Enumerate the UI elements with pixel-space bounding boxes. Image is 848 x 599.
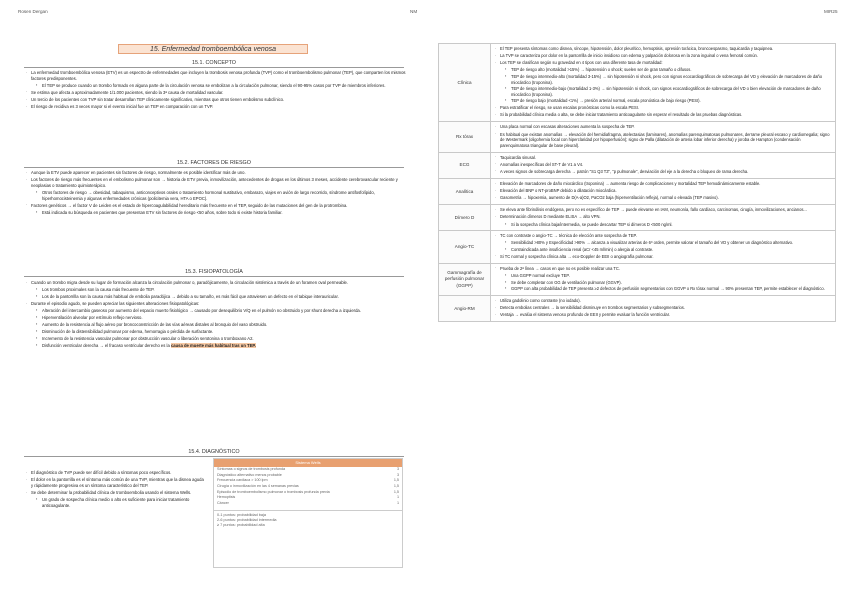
test-label: ECG bbox=[439, 152, 491, 178]
wells-title: Sistema Wells bbox=[214, 459, 402, 467]
test-content bbox=[491, 231, 836, 264]
wells-row-points: 1,5 bbox=[393, 489, 399, 494]
test-sub-line: ▪ TEP de riesgo bajo (mortalidad <1%) → presión arterial normal, escala pronóstica de bajo riesgo (PESI). bbox=[495, 98, 831, 104]
wells-row-item: Hemoptisis bbox=[217, 495, 236, 500]
test-sub-line: ▪ TEP de riesgo intermedio-alto (mortalidad 3-15%) → sin hipotensión ni shock, pero con signos ecocardiográficos de sobrecarga del VD y elevación de marcadores de daño miocárdico (troponina). bbox=[495, 74, 831, 85]
test-line: · Anomalías inespecíficas del ST-T de V1 a V4. bbox=[495, 162, 831, 168]
concept-p1-sub: ▪ El TEP se produce cuando un trombo formado en alguna parte de la circulación venosa se embolizan a la circulación pulmonar, siendo el 90-95% casos por TVP de miembros inferiores. bbox=[26, 83, 406, 89]
test-line: · Una placa normal con escasas alteraciones aumenta la sospecha de TEP. bbox=[495, 124, 831, 130]
test-sub-line: ▪ Si la sospecha clínica baja/intermedia, se puede descartar TEP si dímeros D <500 ng/ml. bbox=[495, 222, 831, 228]
header-right-mark: MIR25 bbox=[824, 9, 838, 14]
test-content bbox=[491, 152, 836, 178]
test-row bbox=[439, 178, 836, 204]
physio-p2-c: ▪ Aumento de la resistencia al flujo aéreo por broncoconstricción de las vías aéreas distales al bronquio del vaso obstruido. bbox=[26, 322, 406, 328]
test-line: · A veces signos de sobrecarga derecha → patrón "S1 Q3 T3", "p pulmonale", desviación del eje a la derecha o bloqueo de rama derecha. bbox=[495, 169, 831, 175]
test-sub-line: ▪ Una GGPP normal excluye TEP. bbox=[495, 273, 831, 279]
wells-row-item: Frecuencia cardiaca > 100 lpm bbox=[217, 478, 268, 483]
wells-score-table bbox=[213, 458, 403, 568]
physio-p2-f: ▪ Disfunción ventricular derecha → el fracaso ventricular derecho es la causa de muerte más habitual tras un TEP. bbox=[26, 343, 406, 349]
test-sub-line: ▪ TEP de riesgo intermedio-bajo (mortalidad 1-3%) → sin hipotensión ni shock, con signos ecocardiográficos de sobrecarga del VD o bien elevación de marcadores de daño miocárdico (troponina). bbox=[495, 86, 831, 97]
test-label: Analítica bbox=[439, 178, 491, 204]
test-line: · Ventaja → evalúa el sistema venoso profundo de EEII y permite evaluar la función ventricular. bbox=[495, 312, 831, 318]
diag-p3: · Se debe determinar la probabilidad clínica de tromboembolia usando el sistema Wells. bbox=[26, 490, 206, 496]
diag-p3-sub: ▪ Un grado de sospecha clínica medio o alto es suficiente para iniciar tratamiento anticoagulante. bbox=[26, 497, 206, 508]
test-row bbox=[439, 122, 836, 152]
test-line: · Para estratificar el riesgo, se usan escalas pronósticas como la escala PESI. bbox=[495, 105, 831, 111]
concept-p2: · Se estima que afecta a aproximadamente 1/1.000 pacientes, siendo la 3ª causa de mortalidad vascular. bbox=[26, 90, 406, 96]
concept-p4: · El riesgo de recidiva es 3 veces mayor si el evento inicial fue un TEP en comparación con un TVP. bbox=[26, 104, 406, 110]
test-line: · Elevación de marcadores de daño miocárdico (troponina) → aumenta riesgo de complicaciones y mortalidad TEP hemodinámicamente estable. bbox=[495, 181, 831, 187]
wells-rows bbox=[214, 467, 402, 506]
diag-p1: · El diagnóstico de TVP puede ser difícil debido a síntomas poco específicos. bbox=[26, 470, 206, 476]
wells-row-item: Diagnóstico alternativo menos probable bbox=[217, 472, 282, 477]
wells-scores bbox=[214, 510, 402, 530]
test-content bbox=[491, 178, 836, 204]
physio-section bbox=[26, 280, 406, 349]
risk-p3-sub: ▪ Está indicada su búsqueda en pacientes que presentan ETV sin factores de riesgo <50 años, sobre todo si existe historia familiar. bbox=[26, 210, 406, 216]
physio-p2-b: ▪ Hiperventilación alveolar por estímulo reflejo nervioso. bbox=[26, 315, 406, 321]
test-sub-line: ▪ Contraindicada ante insuficiencia renal (aCr <45 ml/min) o alergia al contraste. bbox=[495, 247, 831, 253]
risk-section bbox=[26, 170, 406, 217]
test-label: Angio-TC bbox=[439, 231, 491, 264]
test-row bbox=[439, 152, 836, 178]
wells-score-line: 2-6 puntos: probabilidad intermedia bbox=[217, 518, 277, 523]
wells-row-points: 3 bbox=[396, 467, 399, 472]
test-line: · Es habitual que existan anomalías → elevación del hemidiafragma, atelectasias (laminares), anomalías parenquimatosas pulmonares, derrame pleural escaso y cardiomegalia; signo de Westermark (oligohemia focal con hiperclaridad por hipoperfusión); signo de Palla (dilatación de arteria lobar inferior derecha) y joroba de Hampton (condensación parenquimatosa triangular de base pleural). bbox=[495, 132, 831, 149]
header-center-mark: NM bbox=[410, 9, 418, 14]
section-heading-physio: 15.3. FISIOPATOLOGÍA bbox=[24, 268, 404, 277]
physio-p1-a: ▪ Los trombos proximales son la causa más frecuente de TEP. bbox=[26, 287, 406, 293]
test-line: · La TVP se caracteriza por dolor en la pantorrilla de inicio insidioso con edema y palpación dolorosa en la zona inguinal o vena femoral común. bbox=[495, 53, 831, 59]
test-content bbox=[491, 122, 836, 152]
test-line: · Utiliza gadolinio como contraste (no iodado). bbox=[495, 298, 831, 304]
test-sub-line: ▪ Se debe completar con GG de ventilación pulmonar (GGVP). bbox=[495, 280, 831, 286]
diag-section bbox=[26, 470, 206, 510]
test-label: Angio-RM bbox=[439, 296, 491, 322]
wells-row bbox=[214, 500, 402, 506]
physio-p1-b: ▪ Los de la pantorrilla son la causa más habitual de embolia paradójica → debido a su tamaño, es más fácil que atraviesen un defecto en el tabique interauricular. bbox=[26, 294, 406, 300]
test-sub-line: ▪ GGPP con alta probabilidad de TEP presenta ≥2 defectos de perfusión segmentarios con GGVP o Rx tórax normal → 90% presentan TEP, permite establecer el diagnóstico. bbox=[495, 286, 831, 292]
test-line: · Determinación dímeros D mediante ELISA → alto VPN. bbox=[495, 214, 831, 220]
test-line: · El TEP presenta síntomas como disnea, síncope, hipotensión, dolor pleurítico, hemoptisis, opresión torácica, broncoespasmo, taquicardia y taquipnea. bbox=[495, 46, 831, 52]
concept-section bbox=[26, 70, 406, 112]
risk-p1: · Aunque la ETV puede aparecer en pacientes sin factores de riesgo, normalmente es posible identificar más de uno. bbox=[26, 170, 406, 176]
section-heading-diag: 15.4. DIAGNÓSTICO bbox=[24, 448, 404, 457]
test-line: · Detecta embolias centrales → la sensibilidad disminuye en trombos segmentarios y subsegmentarios. bbox=[495, 305, 831, 311]
test-row bbox=[439, 296, 836, 322]
section-heading-risk: 15.2. FACTORES DE RIESGO bbox=[24, 159, 404, 168]
test-line: · Gasometría → hipoxemia, aumento de D(A-a)O2, PaCO2 baja (hiperventilación refleja), normal o elevada (TEP masivo). bbox=[495, 195, 831, 201]
test-content bbox=[491, 205, 836, 231]
wells-score-line: 0-1 puntos: probabilidad baja bbox=[217, 513, 266, 518]
test-label: Gammagrafía de perfusión pulmonar (GGPP) bbox=[439, 263, 491, 295]
concept-p1: · La enfermedad tromboembólica venosa (ETV) es un espectro de enfermedades que incluyen la trombosis venosa profunda (TVP) como el tromboembolismo pulmonar (TEP), que comparten los mismos factores predisponentes. bbox=[26, 70, 406, 81]
test-line: · Se eleva ante fibrinólisis endógena, pero no es específico de TEP → puede elevarse en IAM, neumonía, fallo cardíaco, carcinomas, cirugía, inmovilizaciones, ancianos... bbox=[495, 207, 831, 213]
wells-score-line: ≥ 7 puntos: probabilidad alta bbox=[217, 523, 265, 528]
test-line: · Prueba de 2ª línea → casos en que no es posible realizar una TC. bbox=[495, 266, 831, 272]
test-row bbox=[439, 44, 836, 122]
test-line: · Taquicardia sinusal. bbox=[495, 155, 831, 161]
wells-row-item: Episodio de tromboembolismo pulmonar o trombosis profunda previa bbox=[217, 489, 330, 494]
test-line: · Si la probabilidad clínica media o alta, se debe iniciar tratamiento anticoagulante sin esperar el resultado de las pruebas diagnósticas. bbox=[495, 112, 831, 118]
test-sub-line: ▪ TEP de riesgo alto (mortalidad >15%) → hipotensión o shock; suelen ser de gran tamaño o difusos. bbox=[495, 67, 831, 73]
physio-p1: · Cuando un trombo migra desde su lugar de formación alcanza la circulación pulmonar o, paradójicamente, la circulación sistémica a través de un foramen oval permeable. bbox=[26, 280, 406, 286]
test-label: Dímero D bbox=[439, 205, 491, 231]
wells-row-item: Cirugía o inmovilización en las 4 semanas previas bbox=[217, 484, 299, 489]
test-content bbox=[491, 44, 836, 122]
test-row bbox=[439, 231, 836, 264]
physio-p2-d: ▪ Disminución de la distensibilidad pulmonar por edema, hemorragia o pérdida de surfactante. bbox=[26, 329, 406, 335]
test-content bbox=[491, 263, 836, 295]
test-row bbox=[439, 263, 836, 295]
header-author: Rosen Dergan bbox=[18, 9, 48, 14]
physio-p2-a: ▪ Alteración del intercambio gaseoso por aumento del espacio muerto fisiológico → causado por desequilibrio V/Q en el pulmón no obstruido y por shunt derecha a izquierda. bbox=[26, 308, 406, 314]
test-line: · Elevación del BNP o NT-proBNP debido a dilatación miocárdica. bbox=[495, 188, 831, 194]
risk-p3: · Factores genéticos → el factor V de Leiden es el estado de hipercoagulabilidad hereditario más frecuente en el TEP, seguido de las mutaciones del gen de la protrombina. bbox=[26, 203, 406, 209]
wells-row-points: 1 bbox=[396, 500, 399, 505]
test-label: Clínica bbox=[439, 44, 491, 122]
risk-p2-sub: ▪ Otros factores de riesgo → obesidad, tabaquismo, anticonceptivos orales o tratamiento hormonal sustitutivo, embarazo, viajes en avión de largo recorrido, síndrome antifosfolípido, hiperhomocisteinemia y algunas enfermedades crónicas (policitemia vera, HTA o EPOC). bbox=[26, 190, 406, 201]
section-heading-concept: 15.1. CONCEPTO bbox=[24, 59, 404, 68]
test-row bbox=[439, 205, 836, 231]
wells-row-points: 1,5 bbox=[393, 484, 399, 489]
diagnostic-tests-table bbox=[438, 43, 836, 322]
wells-row-item: Síntomas o signos de trombosis profunda bbox=[217, 467, 286, 472]
test-line: · Si TC normal y sospecha clínica alta → eco-Doppler de EEII o angiografía pulmonar. bbox=[495, 254, 831, 260]
wells-row-points: 1 bbox=[396, 495, 399, 500]
risk-p2: · Los factores de riesgo más frecuentes en el embolismo pulmonar son → historia de ETV previa, inmovilización, antecedentes de drogas en los últimos 3 meses, accidente cerebrovascular reciente y neoplasias o tratamiento quimioterápico. bbox=[26, 177, 406, 188]
wells-row-points: 3 bbox=[396, 472, 399, 477]
physio-p2-e: ▪ Incremento de la resistencia vascular pulmonar por obstrucción vascular o liberación serotonina o tromboxano A2. bbox=[26, 336, 406, 342]
wells-row-points: 1,5 bbox=[393, 478, 399, 483]
highlight-death-cause: causa de muerte más habitual tras un TEP. bbox=[170, 342, 256, 348]
diag-p2: · El dolor en la pantorrilla es el síntoma más común de una TVP, mientras que la disnea aguda y rápidamente progresiva es un síntoma característico del TEP. bbox=[26, 477, 206, 488]
right-page bbox=[424, 0, 848, 599]
test-content bbox=[491, 296, 836, 322]
test-line: · TC con contraste o angio-TC → técnica de elección ante sospecha de TEP. bbox=[495, 233, 831, 239]
chapter-title: 15. Enfermedad tromboembólica venosa bbox=[118, 44, 308, 54]
test-sub-line: ▪ Sensibilidad >80% y Especificidad >90% → alcanza a visualizar arterias de 6º orden, permite valorar el tamaño del VD y obtener un diagnóstico alternativo. bbox=[495, 240, 831, 246]
physio-p2: · Durante el episodio agudo, se pueden apreciar las siguientes alteraciones fisiopatológicas: bbox=[26, 301, 406, 307]
wells-row-item: Cáncer bbox=[217, 500, 229, 505]
test-label: Rx tórax bbox=[439, 122, 491, 152]
concept-p3: · Un tercio de los pacientes con TVP sin tratar desarrollan TEP clínicamente significativo, mientras que otros tienen embolismo subclínico. bbox=[26, 97, 406, 103]
test-line: · Los TEP se clasifican según su gravedad en 4 tipos con una diferente tasa de mortalidad: bbox=[495, 60, 831, 66]
